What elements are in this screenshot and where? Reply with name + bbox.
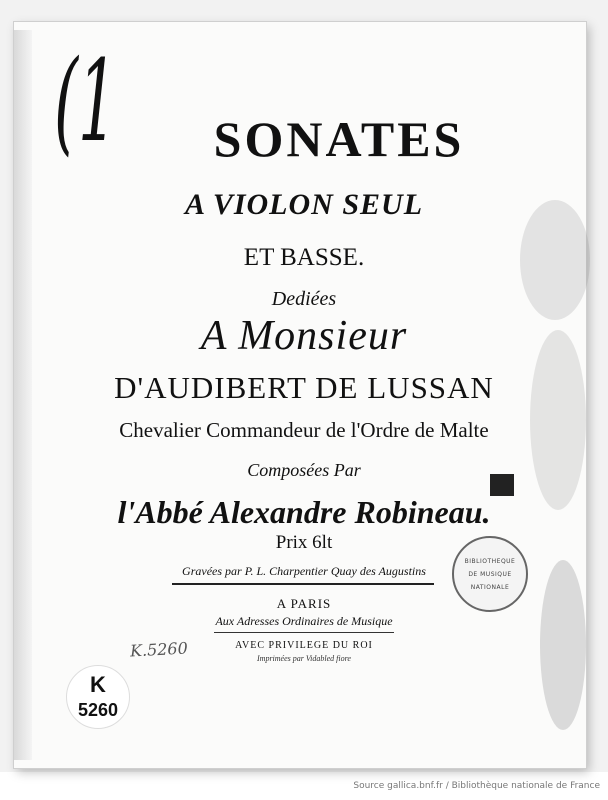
patron-title: Chevalier Commandeur de l'Ordre de Malte bbox=[119, 418, 489, 442]
stamp-text: DE MUSIQUE bbox=[468, 571, 512, 578]
shelf-letter: K bbox=[90, 672, 106, 697]
shelf-label bbox=[66, 665, 130, 729]
divider bbox=[214, 632, 394, 633]
price: Prix 6lt bbox=[275, 532, 333, 553]
privilege: AVEC PRIVILEGE DU ROI bbox=[235, 640, 373, 651]
dedication-addressee: A Monsieur bbox=[200, 313, 408, 359]
city: A PARIS bbox=[276, 596, 332, 611]
divider bbox=[172, 583, 434, 585]
subtitle: A VIOLON SEUL bbox=[184, 188, 424, 221]
title: SONATES bbox=[213, 111, 465, 167]
shelf-number: 5260 bbox=[77, 700, 119, 720]
stamp-text: NATIONALE bbox=[470, 584, 510, 591]
addresses: Aux Adresses Ordinaires de Musique bbox=[215, 614, 393, 628]
engraver: Gravées par P. L. Charpentier Quay des Augustins bbox=[182, 564, 426, 578]
dedication: Dediées bbox=[271, 288, 337, 310]
composer-name: l'Abbé Alexandre Robineau. bbox=[117, 494, 491, 530]
subtitle-line: ET BASSE. bbox=[243, 244, 365, 271]
stamp-text: BIBLIOTHEQUE bbox=[464, 558, 516, 565]
composed-by: Composées Par bbox=[247, 460, 361, 480]
handwritten-callmark: K.5260 bbox=[129, 638, 189, 661]
patron-name: D'AUDIBERT DE LUSSAN bbox=[114, 370, 494, 405]
volume-numeral: (1 bbox=[54, 37, 118, 167]
printer: Imprimées par Vidabled fiore bbox=[257, 654, 351, 663]
library-stamp bbox=[452, 536, 528, 612]
source-credit: Source gallica.bnf.fr / Bibliothèque nationale de France bbox=[353, 781, 600, 791]
